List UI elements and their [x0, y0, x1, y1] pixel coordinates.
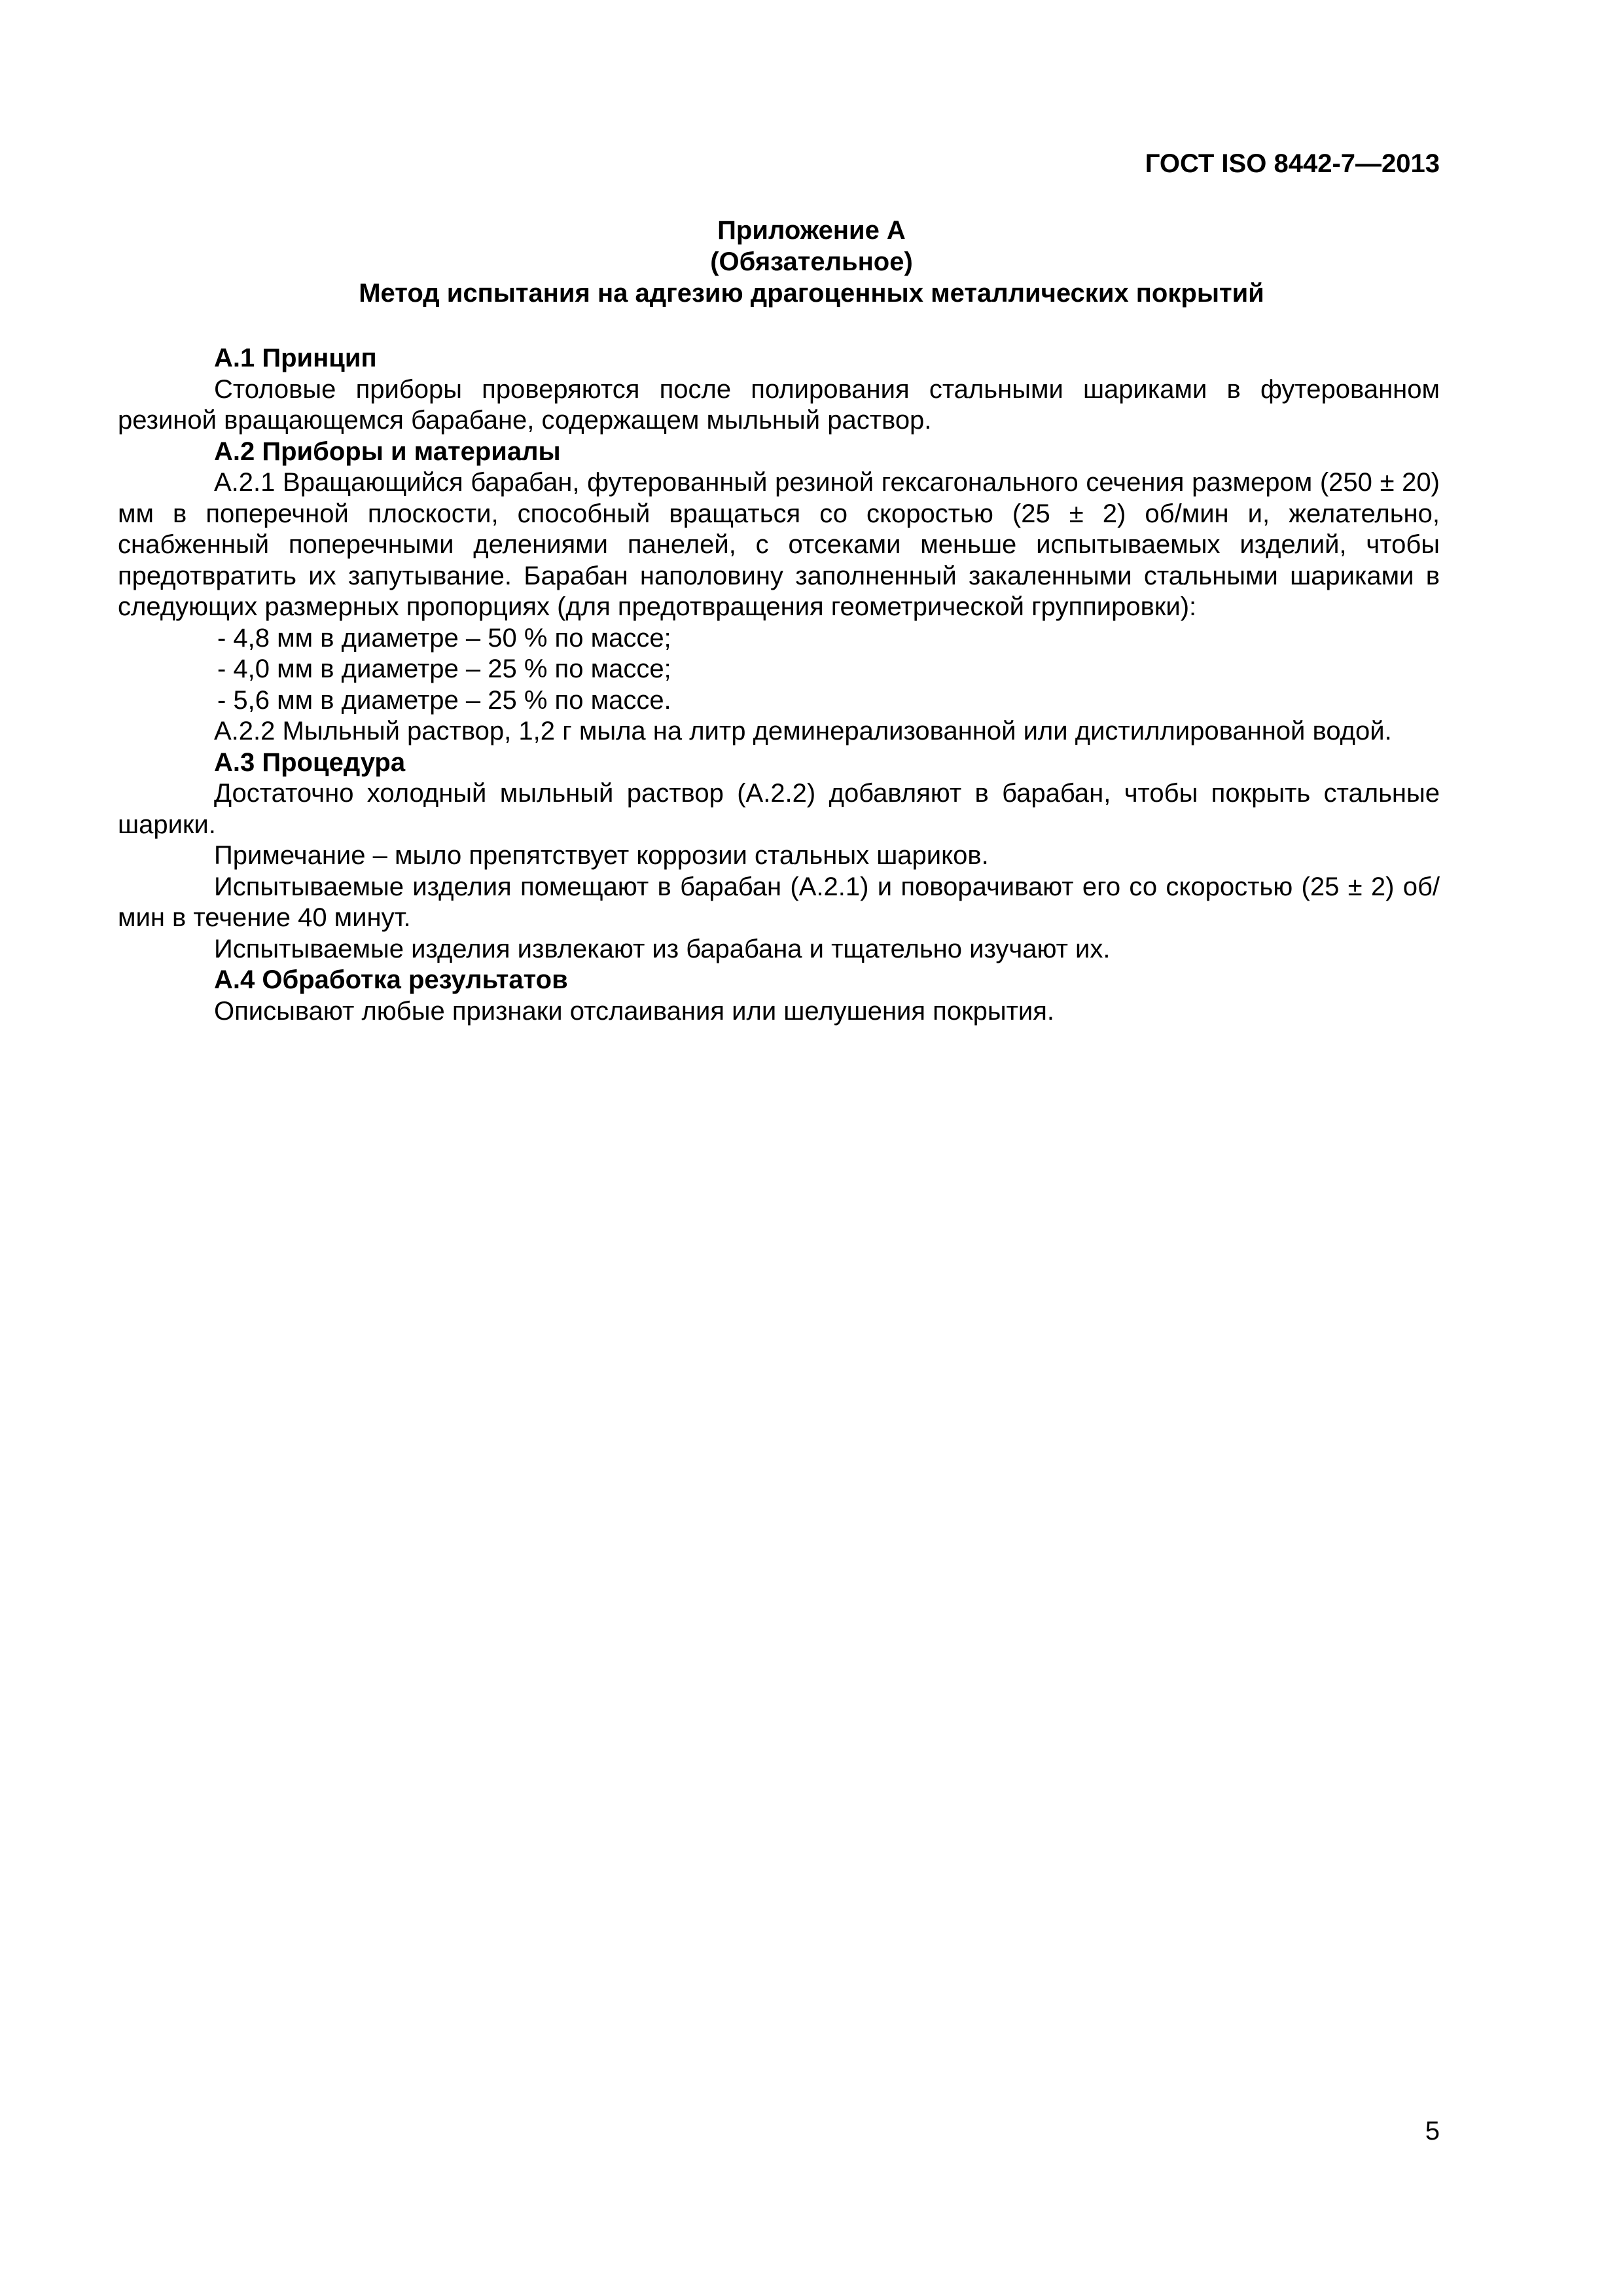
document-body — [118, 343, 1440, 1027]
paragraph-a1: Столовые приборы проверяются после полирования стальными шариками в футерованном резиной вращающемся барабане, содержащем мыльный раствор. — [118, 374, 1440, 435]
annex-subtitle: Метод испытания на адгезию драгоценных металлических покрытий — [359, 279, 1264, 308]
paragraph-a4: Описывают любые признаки отслаивания или шелушения покрытия. — [214, 996, 1055, 1026]
list-item: - 4,0 мм в диаметре – 25 % по массе; — [217, 655, 671, 683]
annex-title-block — [118, 215, 1505, 309]
page-number: 5 — [1425, 2117, 1440, 2145]
annex-title: Приложение А — [717, 216, 906, 245]
list-item: - 4,8 мм в диаметре – 50 % по массе; — [217, 623, 671, 653]
section-heading-a2: А.2 Приборы и материалы — [214, 437, 561, 466]
paragraph-a3-3: Испытываемые изделия извлекают из барабана и тщательно изучают их. — [214, 934, 1111, 963]
list-item: - 5,6 мм в диаметре – 25 % по массе. — [217, 685, 671, 715]
note-a3: Примечание – мыло препятствует коррозии стальных шариков. — [214, 841, 989, 870]
standard-code: ГОСТ ISO 8442-7—2013 — [1145, 149, 1440, 178]
paragraph-a22: А.2.2 Мыльный раствор, 1,2 г мыла на литр деминерализованной или дистиллированной водой. — [214, 717, 1392, 745]
section-heading-a1: А.1 Принцип — [214, 344, 377, 372]
section-heading-a4: А.4 Обработка результатов — [214, 965, 568, 994]
paragraph-a21: А.2.1 Вращающийся барабан, футерованный резиной гексагонального сечения размером (250 ± 20) мм в поперечной плоскости, способный вращаться со скоростью (25 ± 2) об/мин и, желательно, снабженный поперечными делениями панелей, с отсеками меньше испытываемых изделий, чтобы предотвратить их запутывание. Барабан наполовину заполненный закаленными стальными шариками в следующих размерных пропорциях (для предотвращения геометрической группировки): — [118, 468, 1440, 621]
annex-status: (Обязательное) — [710, 247, 913, 276]
paragraph-a3-1: Достаточно холодный мыльный раствор (А.2.2) добавляют в барабан, чтобы покрыть стальные шарики. — [118, 779, 1440, 839]
section-heading-a3: А.3 Процедура — [214, 747, 406, 777]
paragraph-a3-2: Испытываемые изделия помещают в барабан (А.2.1) и поворачивают его со скоростью (25 ± 2) об/мин в течение 40 минут. — [118, 872, 1440, 932]
